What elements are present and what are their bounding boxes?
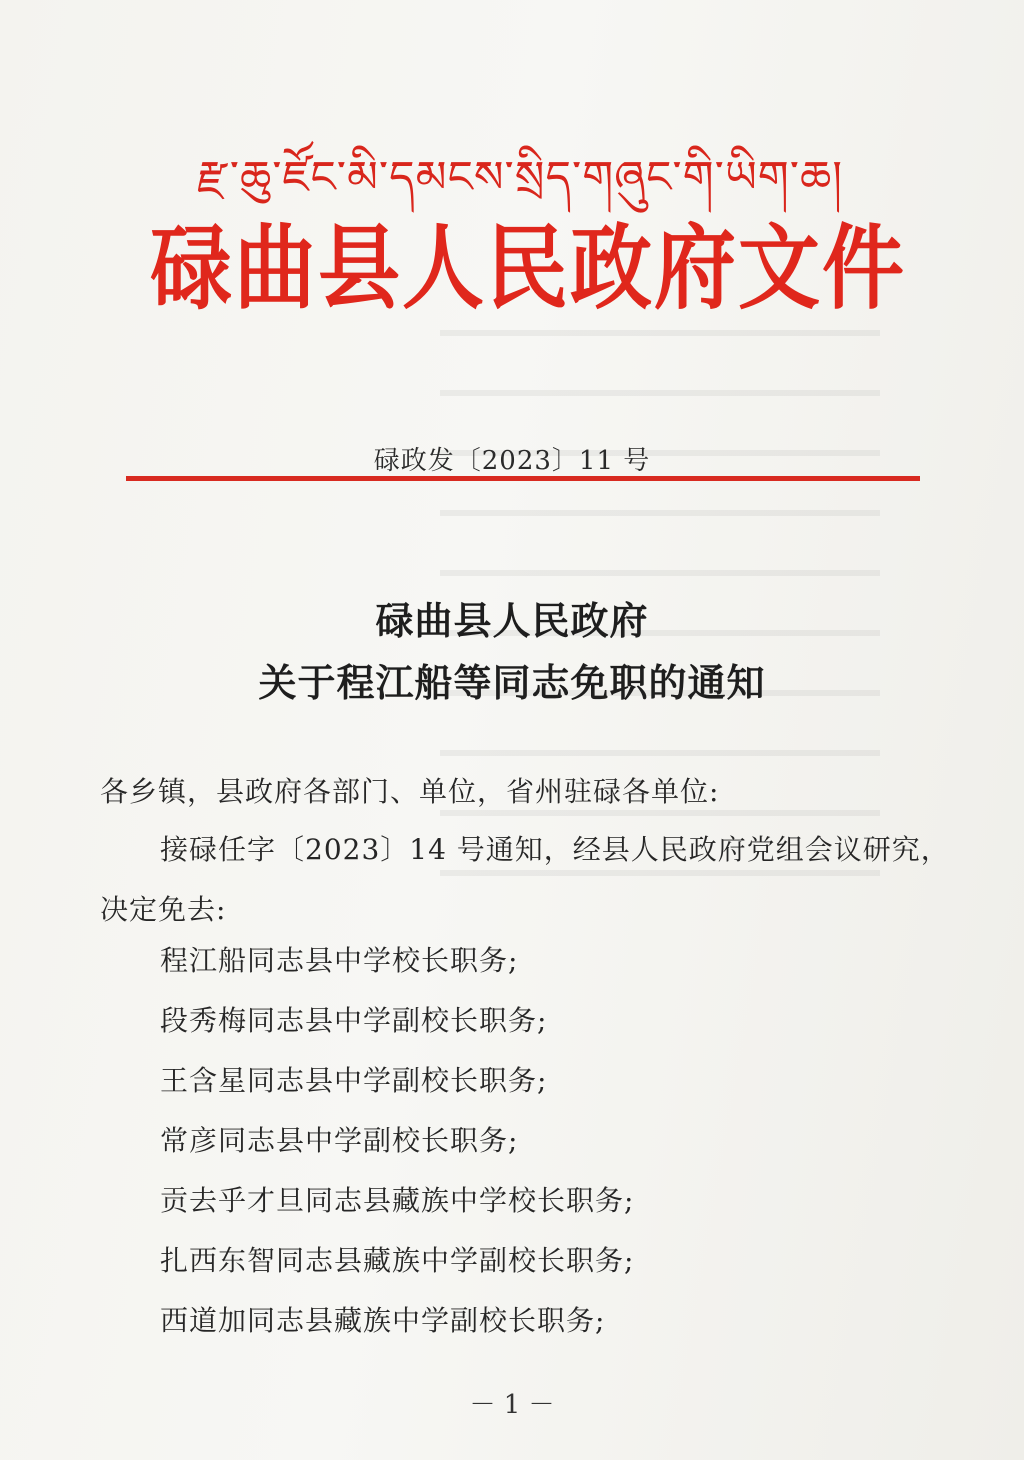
page-number: － 1 － — [469, 1390, 555, 1420]
tibetan-masthead: རྫ་ཆུ་ཛོང་མི་དམངས་སྲིད་གཞུང་གི་ཡིག་ཆ། — [196, 152, 844, 203]
list-item: 程江船同志县中学校长职务; — [160, 944, 519, 977]
notice-title-line-2: 关于程江船等同志免职的通知 — [258, 660, 766, 705]
addressee: 各乡镇，县政府各部门、单位，省州驻碌各单位: — [100, 775, 720, 808]
notice-title-line-1: 碌曲县人民政府 — [375, 598, 649, 643]
red-divider-line — [126, 476, 920, 481]
list-item: 常彦同志县中学副校长职务; — [160, 1124, 519, 1157]
masthead-title: 碌曲县人民政府文件 — [150, 215, 907, 323]
list-item: 王含星同志县中学副校长职务; — [160, 1064, 548, 1097]
list-item: 西道加同志县藏族中学副校长职务; — [160, 1304, 606, 1337]
body-paragraph-line-1: 接碌任字〔2023〕14 号通知，经县人民政府党组会议研究， — [160, 833, 950, 866]
document-number: 碌政发〔2023〕11 号 — [373, 446, 651, 476]
list-item: 贡去乎才旦同志县藏族中学校长职务; — [160, 1184, 635, 1217]
list-item: 段秀梅同志县中学副校长职务; — [160, 1004, 548, 1037]
body-paragraph-line-2: 决定免去: — [100, 893, 227, 926]
list-item: 扎西东智同志县藏族中学副校长职务; — [160, 1244, 635, 1277]
dismissal-list — [160, 944, 634, 1364]
